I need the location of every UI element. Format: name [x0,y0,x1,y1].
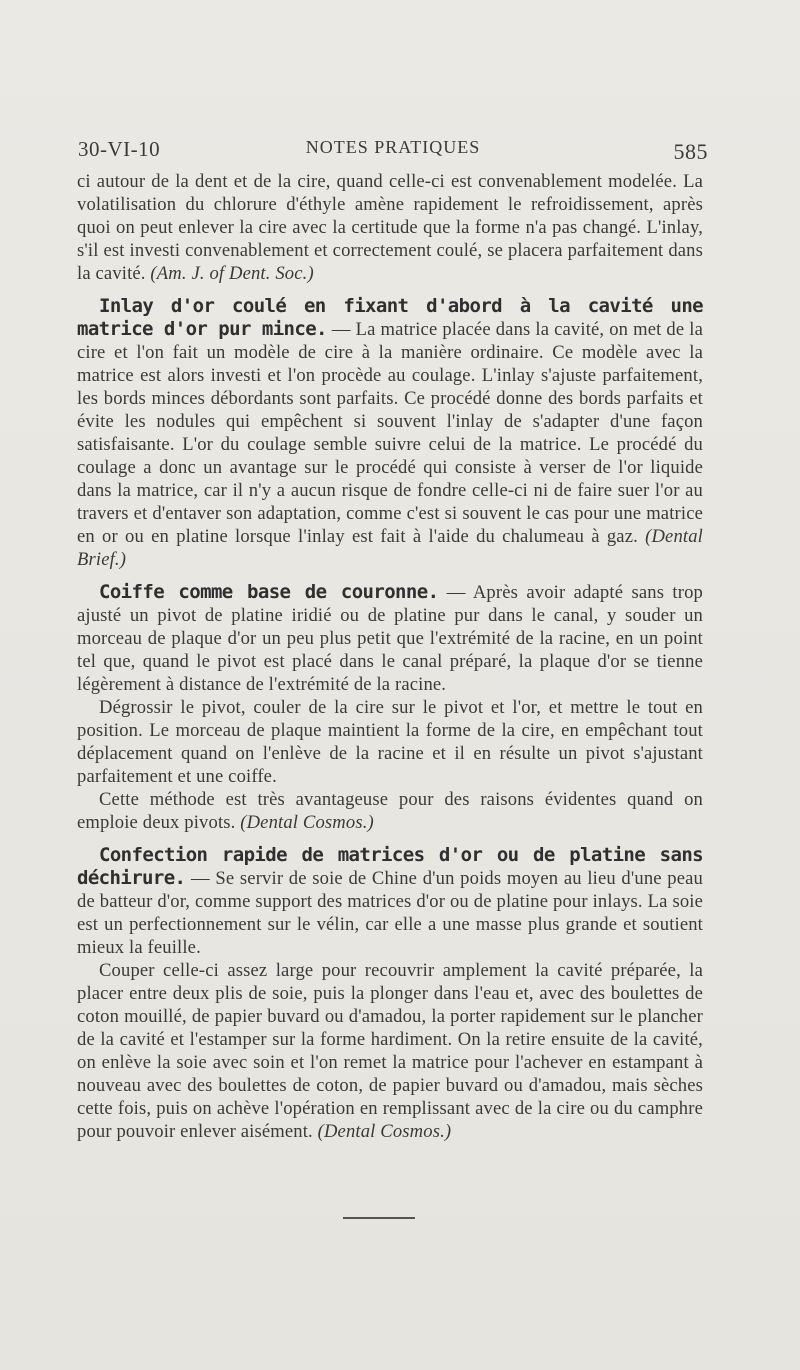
paragraph-text: Cette méthode est très avantageuse pour des raisons évidentes quand on emploie deux pivots. [77,789,703,833]
section-gold-inlay [77,295,703,571]
source-citation: (Dental Brief.) [77,526,703,570]
section-heading: Inlay d'or coulé en fixant d'abord à la cavité une matrice d'or pur mince. [77,295,703,340]
section-heading: Coiffe comme base de couronne. [99,581,439,603]
paragraph [77,696,703,788]
paragraph [77,959,703,1143]
source-citation: (Am. J. of Dent. Soc.) [150,263,314,284]
end-rule [343,1217,415,1219]
section-title: NOTES PRATIQUES [305,137,481,157]
issue-date: 30-VI-10 [78,137,161,161]
section-heading: Confection rapide de matrices d'or ou de platine sans déchirure. [77,844,703,889]
section-text: — Après avoir adapté sans trop ajusté un pivot de platine iridié ou de platine pur dans le canal, y souder un morceau de plaque d'or un peu plus petit que l'extrémité de la racine, en un point tel que, quand le pivot est placé dans le canal préparé, la plaque d'or se tienne légèrement à distance de l'extrémité de la racine. [77,582,703,695]
page-number: 585 [673,139,708,164]
section-matrices [77,844,703,959]
running-head [78,137,708,167]
source-citation: (Dental Cosmos.) [240,812,374,833]
paragraph [77,788,703,834]
paragraph-continuation [77,170,703,285]
source-citation: (Dental Cosmos.) [317,1121,452,1142]
section-text: — Se servir de soie de Chine d'un poids moyen au lieu d'une peau de batteur d'or, comme support des matrices d'or ou de platine pour inlays. La soie est un perfectionnement sur le vélin, car elle a une masse plus grande et soutient mieux la feuille. [77,868,703,958]
section-text: — La matrice placée dans la cavité, on met de la cire et l'on fait un modèle de cire à la manière ordinaire. Ce modèle avec la matrice est alors investi et l'on procède au coulage. L'inlay s'ajuste parfaitement, les bords minces débordants sont parfaits. Ce procédé donne des bords parfaits et évite les nodules qui empêchent si souvent l'inlay de s'adapter d'une façon satisfaisante. L'or du coulage semble suivre celui de la matrice. Le procédé du coulage a donc un avantage sur le procédé qui consiste à verser de l'or liquide dans la matrice, car il n'y a aucun risque de fondre celle-ci ni de faire suer l'or au travers et d'entaver son adaptation, comme c'est si souvent le cas pour une matrice en or ou en platine lorsque l'inlay est fait à l'aide du chalumeau à gaz. [77,319,703,547]
article-body [77,170,703,1143]
paragraph-text: Couper celle-ci assez large pour recouvrir amplement la cavité préparée, la placer entre deux plis de soie, puis la plonger dans l'eau et, avec des boulettes de coton mouillé, de papier buvard ou d'amadou, la porter rapidement sur le plancher de la cavité et l'estamper sur la forme hardiment. On la retire ensuite de la cavité, on enlève la soie avec soin et l'on remet la matrice pour l'achever en estampant à nouveau avec des boulettes de coton, de papier buvard ou d'amadou, mais sèches cette fois, puis on achève l'opération en remplissant avec de la cire ou du camphre pour pouvoir enlever aisément. [77,960,703,1142]
section-crown-cap [77,581,703,696]
paragraph-text: Dégrossir le pivot, couler de la cire sur le pivot et l'or, et mettre le tout en position. Le morceau de plaque maintient la forme de la cire, en empêchant tout déplacement quand on l'enlève de la racine et il en résulte un pivot s'ajustant parfaitement et une coiffe. [77,697,703,787]
paragraph-text: ci autour de la dent et de la cire, quand celle-ci est convenablement modelée. La volatilisation du chlorure d'éthyle amène rapidement le refroidissement, après quoi on peut enlever la cire avec la certitude que la forme n'a pas changé. L'inlay, s'il est investi convenablement et correctement coulé, se placera parfaitement dans la cavité. [77,171,703,284]
